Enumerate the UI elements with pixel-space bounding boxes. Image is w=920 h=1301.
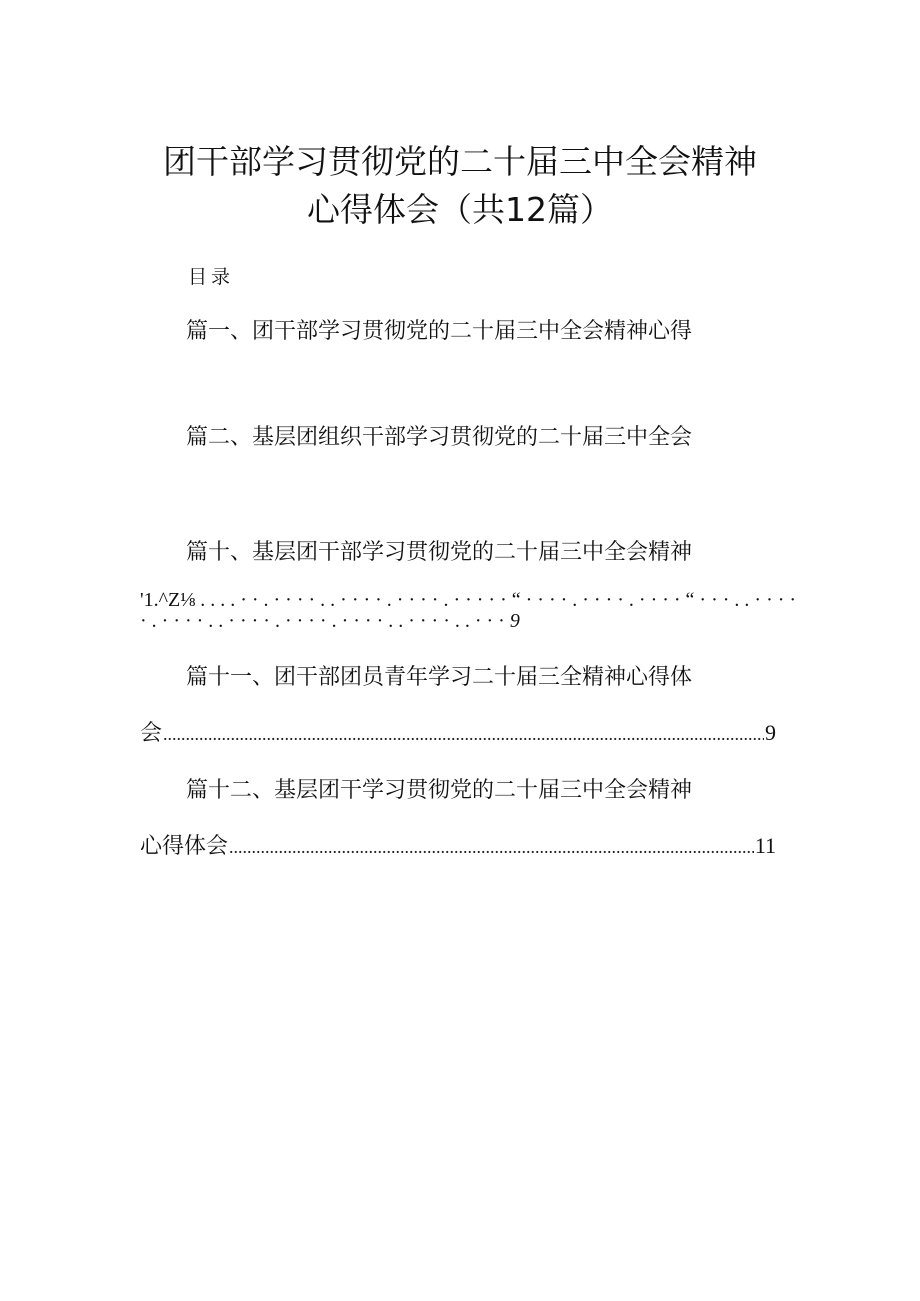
toc-entry-2[interactable]: 篇二、基层团组织干部学习贯彻党的二十届三中全会 bbox=[186, 425, 693, 450]
toc-entry-12-tail: 心得体会 bbox=[140, 834, 229, 859]
toc-heading: 目录 bbox=[188, 266, 235, 288]
document-title-line-1: 团干部学习贯彻党的二十届三中全会精神 bbox=[163, 142, 757, 181]
toc-entry-11-continuation[interactable] bbox=[140, 716, 776, 747]
garbled-leader-dots: · . · · · · . . · · · · . · · · · . · · · · . . · · · · . . · · · bbox=[140, 610, 505, 632]
garbled-page-number: 9 bbox=[509, 610, 520, 632]
dot-leader bbox=[229, 837, 754, 858]
toc-entry-10[interactable]: 篇十、基层团干部学习贯彻党的二十届三中全会精神 bbox=[186, 540, 693, 565]
toc-garbled-leader-line-1: '1.^Z⅛ . . . . · · . · · · · . . · · · · . · · · · . · · · · · “ · · · · . · · · · . · · · · “ · · · . . · · · · bbox=[140, 589, 797, 611]
dot-leader bbox=[163, 724, 764, 745]
toc-entry-1[interactable]: 篇一、团干部学习贯彻党的二十届三中全会精神心得 bbox=[186, 319, 693, 344]
toc-entry-11[interactable]: 篇十一、团干部团员青年学习二十届三全精神心得体 bbox=[186, 665, 693, 690]
toc-entry-11-page: 9 bbox=[765, 720, 776, 745]
toc-entry-12[interactable]: 篇十二、基层团干学习贯彻党的二十届三中全会精神 bbox=[186, 778, 693, 803]
document-title-line-2: 心得体会（共12篇） bbox=[307, 190, 613, 229]
toc-entry-12-continuation[interactable] bbox=[140, 829, 776, 860]
toc-entry-11-tail: 会 bbox=[140, 721, 163, 746]
toc-garbled-leader-line-2 bbox=[140, 610, 520, 633]
toc-entry-12-page: 11 bbox=[754, 833, 776, 858]
